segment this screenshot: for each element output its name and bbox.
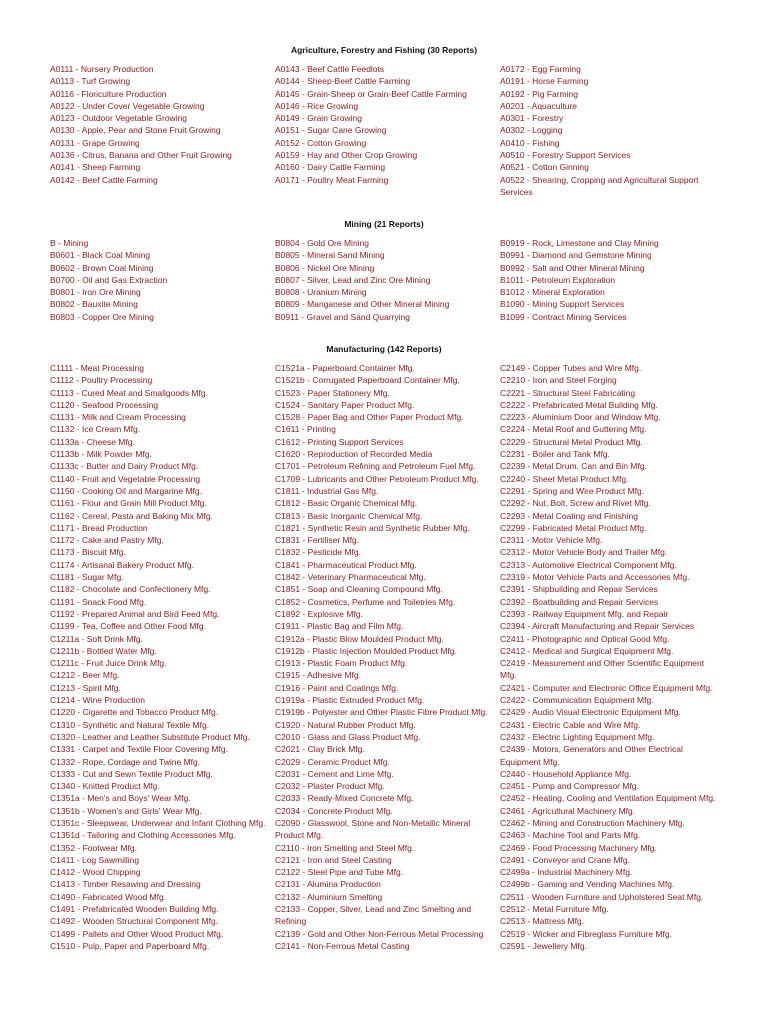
report-link[interactable]: C1111 - Meat Processing: [50, 363, 145, 373]
report-link[interactable]: C1492 - Wooden Structural Component Mfg.: [50, 916, 219, 927]
report-link[interactable]: C2292 - Nut, Bolt, Screw and Rivet Mfg.: [500, 498, 651, 509]
report-link[interactable]: C1413 - Timber Resawing and Dressing: [50, 879, 201, 890]
report-link[interactable]: C1811 - Industrial Gas Mfg.: [275, 485, 379, 496]
report-link[interactable]: A0522 - Shearing, Cropping and Agricultural Support Services: [500, 174, 699, 197]
report-link[interactable]: C2421 - Computer and Electronic Office Equipment Mfg.: [500, 682, 713, 693]
report-link[interactable]: C2512 - Metal Furniture Mfg.: [500, 904, 609, 915]
report-link[interactable]: C1701 - Petroleum Refining and Petroleum Fuel Mfg.: [275, 461, 476, 472]
report-link[interactable]: C1212 - Beer Mfg.: [50, 670, 120, 681]
report-link[interactable]: A0141 - Sheep Farming: [50, 162, 141, 173]
report-link[interactable]: C2021 - Clay Brick Mfg.: [275, 744, 365, 755]
report-link[interactable]: C2291 - Spring and Wire Product Mfg.: [500, 485, 645, 496]
report-link[interactable]: A0144 - Sheep-Beef Cattle Farming: [275, 76, 411, 87]
report-column: [275, 362, 497, 952]
report-link[interactable]: C1521b - Corrugated Paperboard Container Mfg.: [275, 375, 460, 386]
report-link[interactable]: C1211b - Bottled Water Mfg.: [50, 645, 157, 656]
report-link[interactable]: C2139 - Gold and Other Non-Ferrous Metal Processing: [275, 928, 484, 939]
report-link[interactable]: A0521 - Cotton Ginning: [500, 162, 589, 173]
report-link[interactable]: A0160 - Dairy Cattle Farming: [275, 162, 386, 173]
report-link[interactable]: C2451 - Pump and Compressor Mfg.: [500, 781, 639, 792]
report-link[interactable]: C1528 - Paper Bag and Other Paper Product Mfg.: [275, 412, 464, 423]
report-link[interactable]: C2391 - Shipbuilding and Repair Services: [500, 584, 658, 595]
report-link[interactable]: B0801 - Iron Ore Mining: [50, 287, 141, 298]
report-link[interactable]: A0143 - Beef Cattle Feedlots: [275, 64, 385, 74]
report-link[interactable]: C1113 - Cured Meat and Smallgoods Mfg.: [50, 387, 208, 398]
report-link[interactable]: C2429 - Audio Visual Electronic Equipment Mfg.: [500, 707, 681, 718]
report-link[interactable]: C1171 - Bread Production: [50, 522, 148, 533]
report-link[interactable]: C1411 - Log Sawmilling: [50, 854, 140, 865]
report-link[interactable]: C1211c - Fruit Juice Drink Mfg.: [50, 658, 167, 669]
report-link[interactable]: C1832 - Pesticide Mfg.: [275, 547, 361, 558]
report-link[interactable]: C1131 - Milk and Cream Processing: [50, 412, 186, 423]
section-title: Mining (21 Reports): [344, 219, 424, 229]
report-link[interactable]: C1920 - Natural Rubber Product Mfg.: [275, 719, 416, 730]
report-link[interactable]: C1181 - Sugar Mfg.: [50, 572, 124, 583]
report-link[interactable]: C2440 - Household Appliance Mfg.: [500, 768, 632, 779]
report-link[interactable]: A0136 - Citrus, Banana and Other Fruit Growing: [50, 150, 232, 161]
report-link[interactable]: B0809 - Manganese and Other Mineral Mining: [275, 299, 450, 310]
report-link[interactable]: B0602 - Brown Coal Mining: [50, 262, 154, 273]
report-link[interactable]: C1351c - Sleepwear, Underwear and Infant Clothing Mfg.: [50, 817, 266, 828]
report-link[interactable]: C2461 - Agricultural Machinery Mfg.: [500, 805, 636, 816]
report-link[interactable]: C1813 - Basic Inorganic Chemical Mfg.: [275, 510, 423, 521]
section-title: Manufacturing (142 Reports): [326, 344, 442, 354]
report-link[interactable]: C1612 - Printing Support Services: [275, 436, 404, 447]
report-link[interactable]: C1162 - Cereal, Pasta and Baking Mix Mfg.: [50, 510, 213, 521]
report-link[interactable]: C1182 - Chocolate and Confectionery Mfg.: [50, 584, 211, 595]
report-link[interactable]: B - Mining: [50, 238, 89, 248]
report-link[interactable]: B0601 - Black Coal Mining: [50, 250, 151, 261]
report-link[interactable]: C2229 - Structural Metal Product Mfg.: [500, 436, 643, 447]
report-link[interactable]: C2132 - Aluminium Smelting: [275, 891, 383, 902]
report-link[interactable]: C1842 - Veterinary Pharmaceutical Mfg.: [275, 572, 426, 583]
report-link[interactable]: C2133 - Copper, Silver, Lead and Zinc Smelting and Refining: [275, 904, 472, 927]
report-link[interactable]: A0410 - Fishing: [500, 137, 560, 148]
report-column: [500, 237, 722, 323]
report-link[interactable]: C1351b - Women's and Girls' Wear Mfg.: [50, 805, 202, 816]
report-link[interactable]: C2412 - Medical and Surgical Equipment Mfg.: [500, 645, 674, 656]
report-link[interactable]: C1133b - Milk Powder Mfg.: [50, 449, 152, 460]
report-link[interactable]: C2121 - Iron and Steel Casting: [275, 854, 392, 865]
report-link[interactable]: C1919a - Plastic Extruded Product Mfg.: [275, 695, 425, 706]
report-link[interactable]: A0151 - Sugar Cane Growing: [275, 125, 387, 136]
report-link[interactable]: C1916 - Paint and Coatings Mfg.: [275, 682, 399, 693]
report-link[interactable]: B0807 - Silver, Lead and Zinc Ore Mining: [275, 274, 431, 285]
report-link[interactable]: C1150 - Cooking Oil and Margarine Mfg.: [50, 485, 202, 496]
report-link[interactable]: C1499 - Pallets and Other Wood Product Mfg.: [50, 928, 224, 939]
report-link[interactable]: C2513 - Mattress Mfg.: [500, 916, 585, 927]
report-link[interactable]: B1012 - Mineral Exploration: [500, 287, 605, 298]
report-link[interactable]: C2419 - Measurement and Other Scientific Equipment Mfg.: [500, 658, 705, 681]
report-link[interactable]: C1112 - Poultry Processing: [50, 375, 153, 386]
report-link[interactable]: C2591 - Jewellery Mfg.: [500, 940, 587, 951]
report-link[interactable]: C1831 - Fertiliser Mfg.: [275, 535, 360, 546]
report-link[interactable]: A0301 - Forestry: [500, 113, 564, 124]
report-link[interactable]: C1331 - Carpet and Textile Floor Covering Mfg.: [50, 744, 228, 755]
report-link[interactable]: C1524 - Sanitary Paper Product Mfg.: [275, 399, 415, 410]
report-link[interactable]: C2519 - Wicker and Fibreglass Furniture Mfg.: [500, 928, 672, 939]
report-link[interactable]: C2469 - Food Processing Machinery Mfg.: [500, 842, 657, 853]
report-link[interactable]: C1911 - Plastic Bag and Film Mfg.: [275, 621, 404, 632]
report-link[interactable]: C1915 - Adhesive Mfg.: [275, 670, 361, 681]
report-link[interactable]: C2141 - Non-Ferrous Metal Casting: [275, 940, 410, 951]
report-link[interactable]: C2431 - Electric Cable and Wire Mfg.: [500, 719, 641, 730]
report-link[interactable]: C2422 - Communication Equipment Mfg.: [500, 695, 654, 706]
report-link[interactable]: C1173 - Biscuit Mfg.: [50, 547, 126, 558]
report-column: [275, 63, 497, 186]
report-link[interactable]: C1521a - Paperboard Container Mfg.: [275, 363, 415, 373]
report-link[interactable]: C1912a - Plastic Blow Moulded Product Mfg.: [275, 633, 444, 644]
report-link[interactable]: C1213 - Spirit Mfg.: [50, 682, 121, 693]
report-link[interactable]: B0803 - Copper Ore Mining: [50, 311, 154, 322]
report-link[interactable]: C2224 - Metal Roof and Guttering Mfg.: [500, 424, 647, 435]
report-link[interactable]: C2319 - Motor Vehicle Parts and Accessories Mfg.: [500, 572, 690, 583]
report-link[interactable]: C1510 - Pulp, Paper and Paperboard Mfg.: [50, 940, 210, 951]
report-link[interactable]: C2239 - Metal Drum, Can and Bin Mfg.: [500, 461, 647, 472]
report-link[interactable]: A0123 - Outdoor Vegetable Growing: [50, 113, 188, 124]
report-link[interactable]: C2393 - Railway Equipment Mfg. and Repair: [500, 608, 669, 619]
report-link[interactable]: C2452 - Heating, Cooling and Ventilation Equipment Mfg.: [500, 793, 716, 804]
report-link[interactable]: A0152 - Cotton Growing: [275, 137, 367, 148]
report-link[interactable]: A0172 - Egg Farming: [500, 64, 581, 74]
report-link[interactable]: C1340 - Knitted Product Mfg.: [50, 781, 160, 792]
report-link[interactable]: C1611 - Printing: [275, 424, 336, 435]
report-link[interactable]: C1199 - Tea, Coffee and Other Food Mfg.: [50, 621, 206, 632]
report-link[interactable]: B0919 - Rock, Limestone and Clay Mining: [500, 238, 659, 248]
report-column: [50, 237, 272, 323]
report-link[interactable]: C2293 - Metal Coating and Finishing: [500, 510, 638, 521]
report-link[interactable]: C1174 - Artisanal Bakery Product Mfg.: [50, 559, 194, 570]
report-link[interactable]: C2149 - Copper Tubes and Wire Mfg.: [500, 363, 642, 373]
report-link[interactable]: A0192 - Pig Farming: [500, 88, 578, 99]
report-link[interactable]: C1133c - Butter and Dairy Product Mfg.: [50, 461, 199, 472]
report-link[interactable]: C1191 - Snack Food Mfg.: [50, 596, 147, 607]
report-link[interactable]: C2010 - Glass and Glass Product Mfg.: [275, 731, 421, 742]
report-link[interactable]: B0991 - Diamond and Gemstone Mining: [500, 250, 652, 261]
report-link[interactable]: B1011 - Petroleum Exploration: [500, 274, 616, 285]
report-link[interactable]: B0700 - Oil and Gas Extraction: [50, 274, 168, 285]
report-link[interactable]: C2223 - Aluminium Door and Window Mfg.: [500, 412, 661, 423]
report-link[interactable]: C2090 - Glasswool, Stone and Non-Metallic Mineral Product Mfg.: [275, 817, 471, 841]
report-link[interactable]: C2299 - Fabricated Metal Product Mfg.: [500, 522, 647, 533]
report-link[interactable]: C2221 - Structural Steel Fabricating: [500, 387, 636, 398]
report-link[interactable]: C2312 - Motor Vehicle Body and Trailer Mfg.: [500, 547, 668, 558]
report-link[interactable]: C2432 - Electric Lighting Equipment Mfg.: [500, 731, 655, 742]
report-link[interactable]: C1310 - Synthetic and Natural Textile Mfg.: [50, 719, 210, 730]
report-link[interactable]: C1351a - Men's and Boys' Wear Mfg.: [50, 793, 191, 804]
report-link[interactable]: A0201 - Aquaculture: [500, 100, 578, 111]
report-link[interactable]: C1709 - Lubricants and Other Petroleum Product Mfg.: [275, 473, 479, 484]
report-link[interactable]: C1490 - Fabricated Wood Mfg.: [50, 891, 167, 902]
report-link[interactable]: C1892 - Explosive Mfg.: [275, 608, 363, 619]
report-link[interactable]: C1214 - Wine Production: [50, 695, 145, 706]
report-link[interactable]: C1912b - Plastic Injection Moulded Product Mfg.: [275, 645, 457, 656]
report-link[interactable]: C2240 - Sheet Metal Product Mfg.: [500, 473, 629, 484]
report-link[interactable]: A0159 - Hay and Other Crop Growing: [275, 150, 418, 161]
report-link[interactable]: C1919b - Polyester and Other Plastic Fibre Product Mfg.: [275, 707, 488, 718]
report-column: [500, 63, 722, 198]
report-link[interactable]: C2499b - Gaming and Vending Machines Mfg.: [500, 879, 675, 890]
report-link[interactable]: C2110 - Iron Smelting and Steel Mfg.: [275, 842, 415, 853]
report-link[interactable]: A0113 - Turf Growing: [50, 76, 131, 87]
report-link[interactable]: A0171 - Poultry Meat Farming: [275, 174, 389, 185]
report-link[interactable]: C2029 - Ceramic Product Mfg.: [275, 756, 390, 767]
report-link[interactable]: C1140 - Fruit and Vegetable Processing: [50, 473, 201, 484]
report-link[interactable]: C1211a - Soft Drink Mfg.: [50, 633, 143, 644]
report-link[interactable]: B1099 - Contract Mining Services: [500, 311, 627, 322]
report-link[interactable]: C2463 - Machine Tool and Parts Mfg.: [500, 830, 641, 841]
report-link[interactable]: C2394 - Aircraft Manufacturing and Repair Services: [500, 621, 695, 632]
report-link[interactable]: C1132 - Ice Cream Mfg.: [50, 424, 141, 435]
report-column: [500, 362, 722, 952]
report-link[interactable]: A0142 - Beef Cattle Farming: [50, 174, 158, 185]
report-link[interactable]: B0804 - Gold Ore Mining: [275, 238, 370, 248]
report-column: [50, 63, 272, 186]
report-column: [275, 237, 497, 323]
report-link[interactable]: C2439 - Motors, Generators and Other Electrical Equipment Mfg.: [500, 744, 683, 767]
report-link[interactable]: B0911 - Gravel and Sand Quarrying: [275, 311, 410, 322]
report-link[interactable]: C2411 - Photographic and Optical Good Mfg.: [500, 633, 670, 644]
report-link[interactable]: A0111 - Nursery Production: [50, 64, 154, 74]
section-title: Agriculture, Forestry and Fishing (30 Reports): [290, 45, 478, 55]
report-link[interactable]: C2034 - Concrete Product Mfg.: [275, 805, 393, 816]
report-link[interactable]: A0302 - Logging: [500, 125, 563, 136]
report-link[interactable]: C2491 - Conveyor and Crane Mfg.: [500, 854, 630, 865]
report-link[interactable]: C1412 - Wood Chipping: [50, 867, 141, 878]
report-link[interactable]: C1120 - Seafood Processing: [50, 399, 159, 410]
report-link[interactable]: C2222 - Prefabricated Metal Building Mfg.: [500, 399, 658, 410]
report-link[interactable]: C1851 - Soap and Cleaning Compound Mfg.: [275, 584, 443, 595]
report-link[interactable]: C1913 - Plastic Foam Product Mfg.: [275, 658, 408, 669]
report-link[interactable]: C2210 - Iron and Steel Forging: [500, 375, 617, 386]
report-link[interactable]: C1192 - Prepared Animal and Bird Feed Mfg.: [50, 608, 220, 619]
report-link[interactable]: C1351d - Tailoring and Clothing Accessories Mfg.: [50, 830, 236, 841]
report-link[interactable]: C1491 - Prefabricated Wooden Building Mfg.: [50, 904, 219, 915]
report-link[interactable]: C2511 - Wooden Furniture and Upholstered Seat Mfg.: [500, 891, 704, 902]
report-link[interactable]: A0510 - Forestry Support Services: [500, 150, 631, 161]
report-link[interactable]: C2392 - Boatbuilding and Repair Services: [500, 596, 659, 607]
report-link[interactable]: A0116 - Floriculture Production: [50, 88, 167, 99]
report-link[interactable]: C2031 - Cement and Lime Mfg.: [275, 768, 394, 779]
report-link[interactable]: B0802 - Bauxite Mining: [50, 299, 138, 310]
report-link[interactable]: B1090 - Mining Support Services: [500, 299, 625, 310]
report-link[interactable]: B0992 - Salt and Other Mineral Mining: [500, 262, 645, 273]
report-link[interactable]: B0806 - Nickel Ore Mining: [275, 262, 375, 273]
report-link[interactable]: C1852 - Cosmetics, Perfume and Toiletries Mfg.: [275, 596, 456, 607]
report-link[interactable]: C1333 - Cut and Sewn Textile Product Mfg.: [50, 768, 213, 779]
report-link[interactable]: B0805 - Mineral Sand Mining: [275, 250, 385, 261]
report-link[interactable]: C1812 - Basic Organic Chemical Mfg.: [275, 498, 418, 509]
report-column: [50, 362, 272, 952]
report-link[interactable]: C2033 - Ready-Mixed Concrete Mfg.: [275, 793, 414, 804]
report-link[interactable]: C2231 - Boiler and Tank Mfg.: [500, 449, 610, 460]
report-link[interactable]: C1220 - Cigarette and Tobacco Product Mfg.: [50, 707, 219, 718]
report-link[interactable]: C1841 - Pharmaceutical Product Mfg.: [275, 559, 417, 570]
report-link[interactable]: A0130 - Apple, Pear and Stone Fruit Growing: [50, 125, 221, 136]
report-link[interactable]: A0145 - Grain-Sheep or Grain-Beef Cattle Farming: [275, 88, 467, 99]
report-link[interactable]: C1821 - Synthetic Resin and Synthetic Rubber Mfg.: [275, 522, 470, 533]
report-link[interactable]: C1620 - Reproduction of Recorded Media: [275, 449, 433, 460]
report-link[interactable]: C1523 - Paper Stationery Mfg.: [275, 387, 390, 398]
report-link[interactable]: C1161 - Flour and Grain Mill Product Mfg.: [50, 498, 207, 509]
report-link[interactable]: C2032 - Plaster Product Mfg.: [275, 781, 385, 792]
report-link[interactable]: B0808 - Uranium Mining: [275, 287, 367, 298]
report-link[interactable]: C1332 - Rope, Cordage and Twine Mfg.: [50, 756, 201, 767]
report-link[interactable]: A0191 - Horse Farming: [500, 76, 589, 87]
report-link[interactable]: A0146 - Rice Growing: [275, 100, 359, 111]
report-link[interactable]: A0131 - Grape Growing: [50, 137, 140, 148]
report-link[interactable]: C1352 - Footwear Mfg.: [50, 842, 137, 853]
report-link[interactable]: C2122 - Steel Pipe and Tube Mfg.: [275, 867, 404, 878]
report-link[interactable]: C2311 - Motor Vehicle Mfg.: [500, 535, 603, 546]
report-link[interactable]: A0122 - Under Cover Vegetable Growing: [50, 100, 205, 111]
report-link[interactable]: C1320 - Leather and Leather Substitute Product Mfg.: [50, 731, 250, 742]
report-link[interactable]: A0149 - Grain Growing: [275, 113, 362, 124]
report-link[interactable]: C1172 - Cake and Pastry Mfg.: [50, 535, 164, 546]
report-link[interactable]: C2499a - Industrial Machinery Mfg.: [500, 867, 633, 878]
report-link[interactable]: C2313 - Automotive Electrical Component Mfg.: [500, 559, 677, 570]
report-link[interactable]: C2131 - Alumina Production: [275, 879, 381, 890]
report-link[interactable]: C2462 - Mining and Construction Machinery Mfg.: [500, 817, 685, 828]
report-link[interactable]: C1133a - Cheese Mfg.: [50, 436, 135, 447]
